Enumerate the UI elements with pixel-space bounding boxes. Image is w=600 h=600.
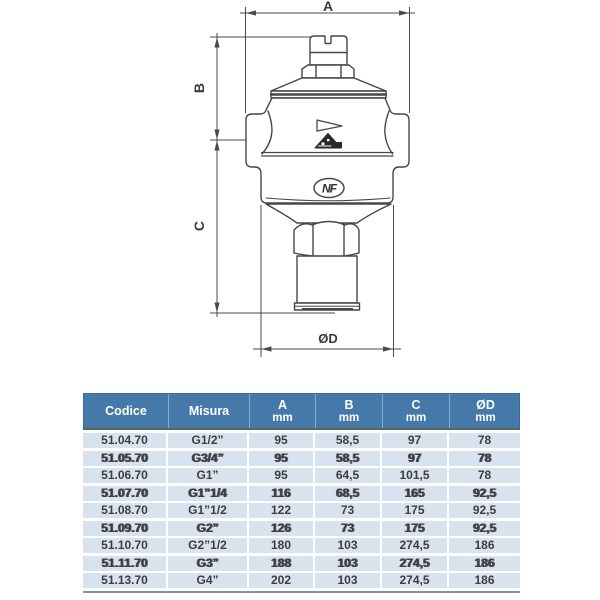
table-cell: 103: [315, 556, 382, 571]
table-cell: 188: [249, 556, 315, 571]
table-cell: 97: [382, 451, 449, 466]
table-cell: 78: [449, 433, 520, 448]
table-cell: 51.11.70: [83, 556, 168, 571]
table-cell: 51.10.70: [83, 538, 168, 553]
dimensions-table: [83, 393, 520, 593]
column-header-label: B: [344, 397, 354, 412]
dimension-c-label: C: [191, 220, 207, 232]
column-header-unit: mm: [338, 411, 360, 424]
table-cell: G3”: [168, 556, 249, 571]
arrowhead-right: [399, 10, 409, 15]
cartridge-cylinder: [297, 256, 357, 303]
adjustment-cap: [310, 36, 347, 65]
arrowhead-right: [383, 346, 393, 351]
arrowhead-down: [214, 130, 219, 140]
table-row: [83, 451, 520, 466]
table-cell: 51.08.70: [83, 503, 168, 518]
table-cell: G1”1/4: [168, 486, 249, 501]
column-header: [84, 394, 169, 428]
table-cell: G1/2”: [168, 433, 249, 448]
table-cell: 51.07.70: [83, 486, 168, 501]
table-cell: 73: [315, 521, 382, 536]
table-row: [83, 433, 520, 448]
table-cell: 92,5: [449, 503, 520, 518]
column-header-label: A: [277, 397, 288, 412]
table-cell: 95: [249, 451, 315, 466]
table-cell: 274,5: [382, 573, 449, 588]
table-row: [83, 538, 520, 553]
table-cell: 58,5: [315, 433, 382, 448]
nf-logo: [314, 179, 344, 198]
lower-hex: [294, 222, 359, 258]
table-cell: 58,5: [315, 451, 382, 466]
table-cell: 51.13.70: [83, 573, 168, 588]
arrowhead-left: [246, 10, 256, 15]
table-cell: 101,5: [382, 468, 449, 483]
table-row: [83, 556, 520, 571]
bonnet-cone: [271, 78, 386, 91]
table-row: [83, 521, 520, 536]
table-cell: 78: [449, 468, 520, 483]
table-cell: G2”: [168, 521, 249, 536]
column-header-unit: mm: [405, 411, 427, 424]
valve-body: [246, 36, 409, 310]
table-cell: 78: [449, 451, 520, 466]
table-cell: 97: [382, 433, 449, 448]
table-cell: G4”: [168, 573, 249, 588]
lower-cone: [266, 204, 391, 223]
column-header: [383, 394, 450, 428]
table-cell: G1”1/2: [168, 503, 249, 518]
column-header-label: Misura: [188, 403, 230, 418]
table-cell: 51.05.70: [83, 451, 168, 466]
table-cell: 92,5: [449, 521, 520, 536]
column-header-unit: mm: [272, 411, 293, 424]
table-cell: 175: [382, 503, 449, 518]
column-header: [450, 394, 521, 428]
table-row: [83, 486, 520, 501]
arrowhead-up: [214, 37, 219, 47]
table-cell: 186: [449, 556, 520, 571]
arrowhead-up: [214, 140, 219, 150]
table-cell: 51.09.70: [83, 521, 168, 536]
table-cell: 186: [449, 538, 520, 553]
arrowhead-down: [214, 303, 219, 313]
table-cell: 103: [315, 573, 382, 588]
arrowhead-left: [261, 346, 271, 351]
table-cell: 202: [249, 573, 315, 588]
table-cell: 175: [382, 521, 449, 536]
table-cell: 274,5: [382, 538, 449, 553]
table-row: [83, 468, 520, 483]
dimension-od-label: ØD: [318, 331, 338, 346]
table-cell: 51.06.70: [83, 468, 168, 483]
table-cell: 186: [449, 573, 520, 588]
table-cell: 95: [249, 468, 315, 483]
lock-nut: [302, 65, 354, 78]
column-header-label: C: [411, 397, 421, 412]
table-cell: 68,5: [315, 486, 382, 501]
column-header-unit: mm: [475, 411, 496, 424]
table-body: [83, 433, 520, 588]
table-cell: 92,5: [449, 486, 520, 501]
table-row: [83, 573, 520, 588]
table-cell: 116: [249, 486, 315, 501]
table-cell: 95: [249, 433, 315, 448]
dimension-b-label: B: [191, 82, 207, 94]
table-bottom-edge: [83, 591, 520, 593]
table-cell: 274,5: [382, 556, 449, 571]
table-cell: 51.04.70: [83, 433, 168, 448]
column-header: [250, 394, 316, 428]
table-cell: 103: [315, 538, 382, 553]
table-cell: G2”1/2: [168, 538, 249, 553]
nf-logo-text: NF: [322, 181, 336, 196]
table-cell: 73: [315, 503, 382, 518]
column-header-label: Codice: [105, 403, 147, 418]
table-row: [83, 503, 520, 518]
table-cell: G1”: [168, 468, 249, 483]
column-header: [316, 394, 383, 428]
table-cell: G3/4”: [168, 451, 249, 466]
table-header-row: [83, 393, 520, 430]
table-cell: 180: [249, 538, 315, 553]
column-header-label: ØD: [476, 397, 495, 412]
table-cell: 64,5: [315, 468, 382, 483]
table-cell: 165: [382, 486, 449, 501]
dimension-a-label: A: [322, 0, 334, 14]
table-cell: 122: [249, 503, 315, 518]
table-cell: 126: [249, 521, 315, 536]
column-header: [169, 394, 250, 428]
